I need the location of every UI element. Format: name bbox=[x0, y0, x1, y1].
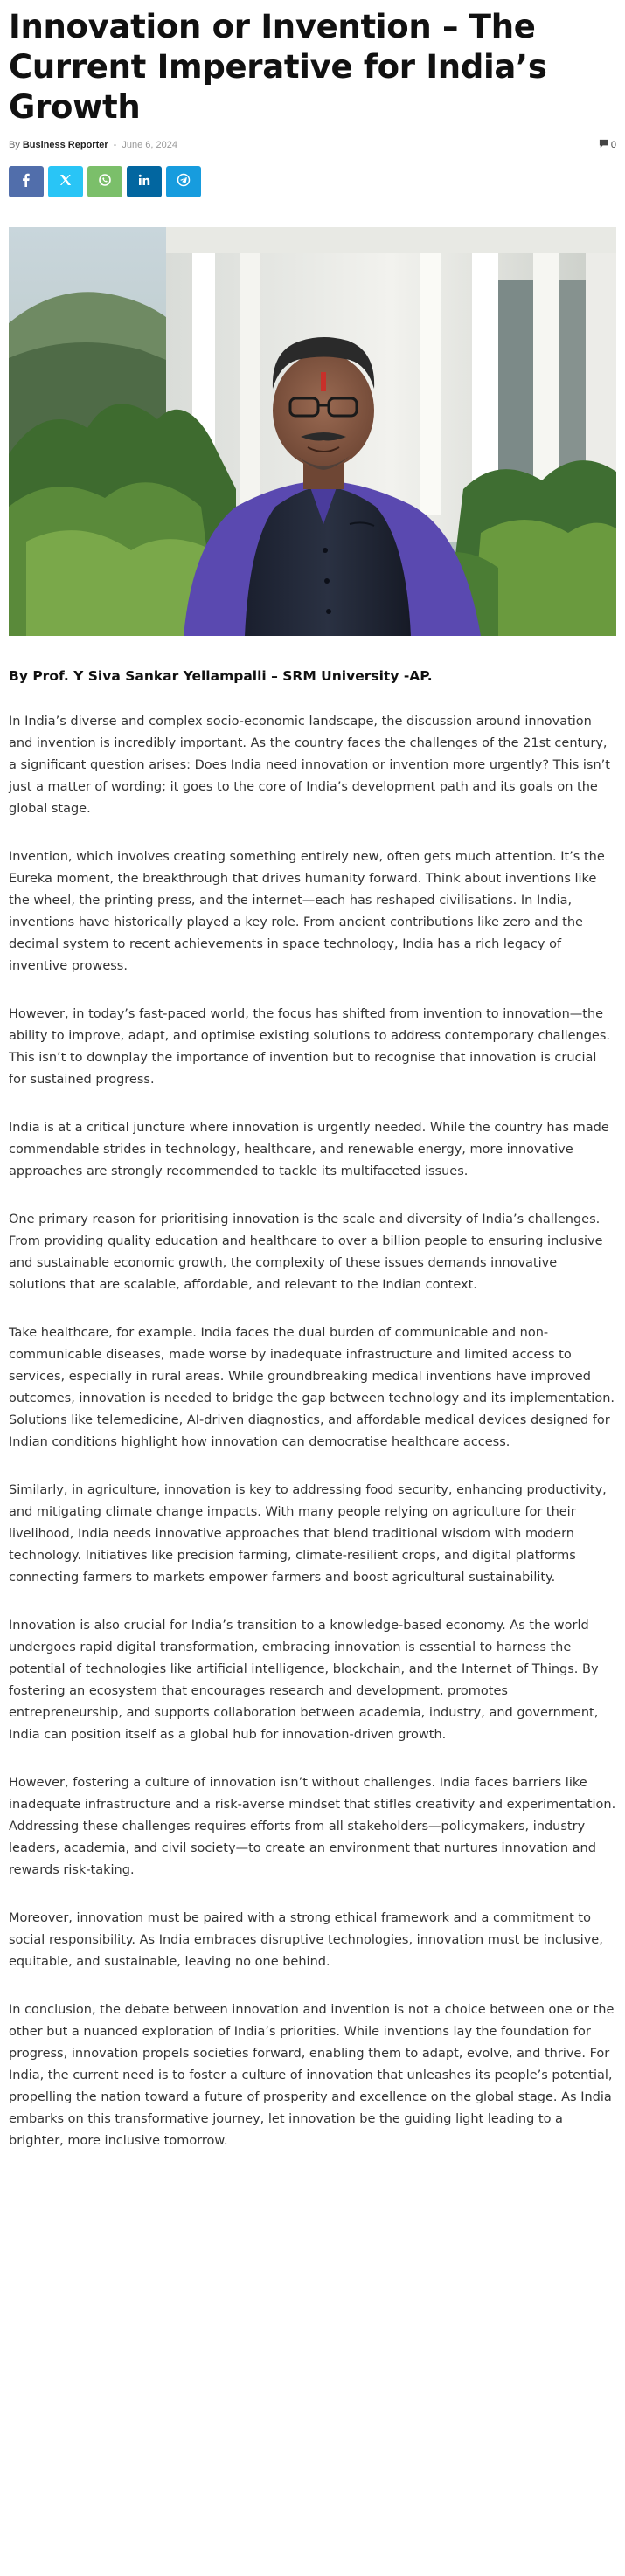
article-paragraph: Similarly, in agriculture, innovation is key to addressing food security, enhancing productivity, and mitigating climate change impacts. With many people relying on agriculture for their livelihood, India needs innovative approaches that blend traditional wisdom with modern technology. Initiatives like precision farming, climate-resilient crops, and digital platforms connecting farmers to markets empower farmers and boost agricultural sustainability. bbox=[9, 1483, 607, 1585]
article-body bbox=[9, 711, 616, 2152]
share-bar bbox=[9, 166, 616, 197]
portrait-photo bbox=[9, 227, 616, 636]
by-prefix: By bbox=[9, 140, 20, 150]
author-date bbox=[9, 140, 177, 150]
facebook-icon bbox=[19, 173, 33, 190]
article-byline: By Prof. Y Siva Sankar Yellampalli – SRM University -AP. bbox=[9, 668, 433, 684]
share-facebook-button[interactable] bbox=[9, 166, 44, 197]
article-paragraph: Innovation is also crucial for India’s transition to a knowledge-based economy. As the world undergoes rapid digital transformation, embracing innovation is essential to harness the potential of technologies like artificial intelligence, blockchain, and the Internet of Things. By fostering an ecosystem that encourages research and development, promotes entrepreneurship, and supports collaboration between academia, industry, and government, India can position itself as a global hub for innovation-driven growth. bbox=[9, 1619, 599, 1742]
share-telegram-button[interactable] bbox=[166, 166, 201, 197]
article-paragraph: India is at a critical juncture where innovation is urgently needed. While the country has made commendable strides in technology, healthcare, and renewable energy, more innovative approaches are strongly recommended to tackle its multifaceted issues. bbox=[9, 1121, 609, 1178]
article-paragraph: In India’s diverse and complex socio-economic landscape, the discussion around innovation and invention is incredibly important. As the country faces the challenges of the 21st century, a significant question arises: Does India need innovation or invention more urgently? This isn’t just a matter of wording; it goes to the core of India’s development path and its goals on the global stage. bbox=[9, 715, 610, 816]
article-meta bbox=[9, 138, 616, 152]
article-paragraph: Take healthcare, for example. India faces the dual burden of communicable and non-communicable diseases, made worse by inadequate infrastructure and limited access to services, especially in rural areas. While groundbreaking medical inventions have improved outcomes, innovation is needed to bridge the gap between technology and its implementation. Solutions like telemedicine, AI-driven diagnostics, and affordable medical devices designed for Indian conditions highlight how innovation can democratise healthcare access. bbox=[9, 1326, 615, 1449]
whatsapp-icon bbox=[98, 173, 112, 190]
comments-link[interactable] bbox=[599, 139, 616, 151]
comment-count: 0 bbox=[610, 140, 616, 150]
article-paragraph: However, in today’s fast-paced world, the focus has shifted from invention to innovation—the ability to improve, adapt, and optimise existing solutions to address contemporary challenges. This isn’t to downplay the importance of invention but to recognise that innovation is crucial for sustained progress. bbox=[9, 1007, 611, 1087]
share-twitter-button[interactable] bbox=[48, 166, 83, 197]
article-paragraph: One primary reason for prioritising innovation is the scale and diversity of India’s challenges. From providing quality education and healthcare to over a billion people to ensuring inclusive and sustainable economic growth, the complexity of these issues demands innovative solutions that are scalable, affordable, and relevant to the Indian context. bbox=[9, 1212, 603, 1292]
author-link[interactable]: Business Reporter bbox=[22, 140, 108, 150]
article-paragraph: Moreover, innovation must be paired with a strong ethical framework and a commitment to social responsibility. As India embraces disruptive technologies, innovation must be inclusive, equitable, and sustainable, leaving no one behind. bbox=[9, 1911, 603, 1969]
share-whatsapp-button[interactable] bbox=[87, 166, 122, 197]
publish-date: June 6, 2024 bbox=[122, 140, 177, 150]
article-title: Innovation or Invention – The Current Imperative for India’s Growth bbox=[9, 8, 547, 126]
article-paragraph: In conclusion, the debate between innovation and invention is not a choice between one or the other but a nuanced exploration of India’s priorities. While inventions lay the foundation for progress, innovation propels societies forward, enabling them to adapt, evolve, and thrive. For India, the current need is to foster a culture of innovation that unleashes its people’s potential, propelling the nation toward a future of prosperity and excellence on the global stage. As India embarks on this transformative journey, let innovation be the guiding light leading to a brighter, more inclusive tomorrow. bbox=[9, 2003, 615, 2148]
meta-separator: - bbox=[113, 140, 117, 150]
linkedin-icon bbox=[137, 173, 151, 190]
share-linkedin-button[interactable] bbox=[127, 166, 162, 197]
article-paragraph: However, fostering a culture of innovation isn’t without challenges. India faces barriers like inadequate infrastructure and a risk-averse mindset that stifles creativity and experimentation. Addressing these challenges requires efforts from all stakeholders—policymakers, industry leaders, academia, and civil society—to create an environment that nurtures innovation and rewards risk-taking. bbox=[9, 1776, 616, 1877]
article-paragraph: Invention, which involves creating something entirely new, often gets much attention. It’s the Eureka moment, the breakthrough that drives humanity forward. Think about inventions like the wheel, the printing press, and the internet—each has reshaped civilisations. In India, inventions have historically played a key role. From ancient contributions like zero and the decimal system to recent achievements in space technology, India has a rich legacy of inventive prowess. bbox=[9, 850, 605, 973]
comment-icon bbox=[599, 139, 608, 151]
x-twitter-icon bbox=[59, 173, 73, 190]
featured-image bbox=[9, 227, 616, 636]
telegram-icon bbox=[177, 173, 191, 190]
